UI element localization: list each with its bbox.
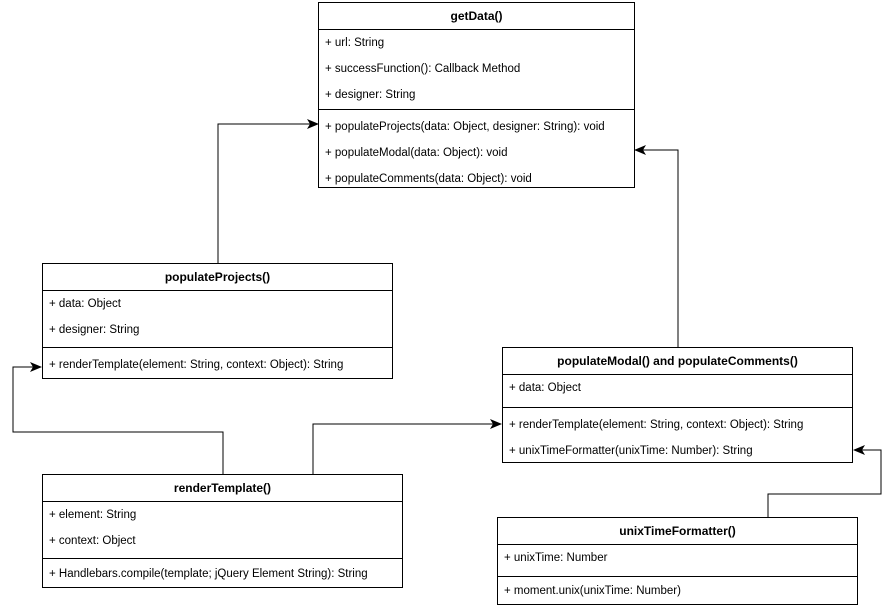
- attribute: + unixTime: Number: [504, 552, 608, 564]
- attribute: + designer: String: [325, 89, 416, 101]
- attributes-section: [503, 375, 852, 408]
- connector-populateProjects-to-getData: [218, 124, 318, 263]
- class-getData[interactable]: [318, 2, 635, 188]
- methods-section: [43, 559, 402, 587]
- connector-populateModal-to-getData: [635, 150, 678, 347]
- attributes-section: [43, 291, 392, 348]
- connector-renderTemplate-to-populateProjects: [13, 367, 223, 474]
- class-title: populateProjects(): [43, 264, 392, 291]
- class-renderTemplate[interactable]: [42, 474, 403, 588]
- method: + populateProjects(data: Object, designer: String): void: [325, 121, 605, 133]
- methods-section: [319, 110, 634, 192]
- methods-section: [503, 408, 852, 464]
- class-title: unixTimeFormatter(): [498, 518, 857, 545]
- attribute: + url: String: [325, 37, 385, 49]
- attributes-section: [498, 545, 857, 577]
- class-title: populateModal() and populateComments(): [503, 348, 852, 375]
- methods-section: [498, 577, 857, 604]
- attribute: + successFunction(): Callback Method: [325, 63, 521, 75]
- method: + renderTemplate(element: String, context: Object): String: [49, 359, 344, 371]
- method: + moment.unix(unixTime: Number): [504, 585, 681, 597]
- method: + populateComments(data: Object): void: [325, 173, 532, 185]
- method: + populateModal(data: Object): void: [325, 147, 508, 159]
- connector-renderTemplate-to-populateModal: [313, 424, 501, 474]
- method: + unixTimeFormatter(unixTime: Number): String: [509, 445, 753, 457]
- attribute: + data: Object: [49, 298, 121, 310]
- class-title: renderTemplate(): [43, 475, 402, 502]
- attribute: + designer: String: [49, 324, 140, 336]
- class-unixTimeFormatter[interactable]: [497, 517, 858, 605]
- method: + Handlebars.compile(template; jQuery Element String): String: [49, 568, 368, 580]
- methods-section: [43, 348, 392, 378]
- attribute: + element: String: [49, 509, 137, 521]
- attributes-section: [43, 502, 402, 559]
- class-populateModal[interactable]: [502, 347, 853, 463]
- attribute: + context: Object: [49, 535, 136, 547]
- class-title: getData(): [319, 3, 634, 30]
- attribute: + data: Object: [509, 382, 581, 394]
- class-populateProjects[interactable]: [42, 263, 393, 379]
- attributes-section: [319, 30, 634, 110]
- method: + renderTemplate(element: String, context: Object): String: [509, 419, 804, 431]
